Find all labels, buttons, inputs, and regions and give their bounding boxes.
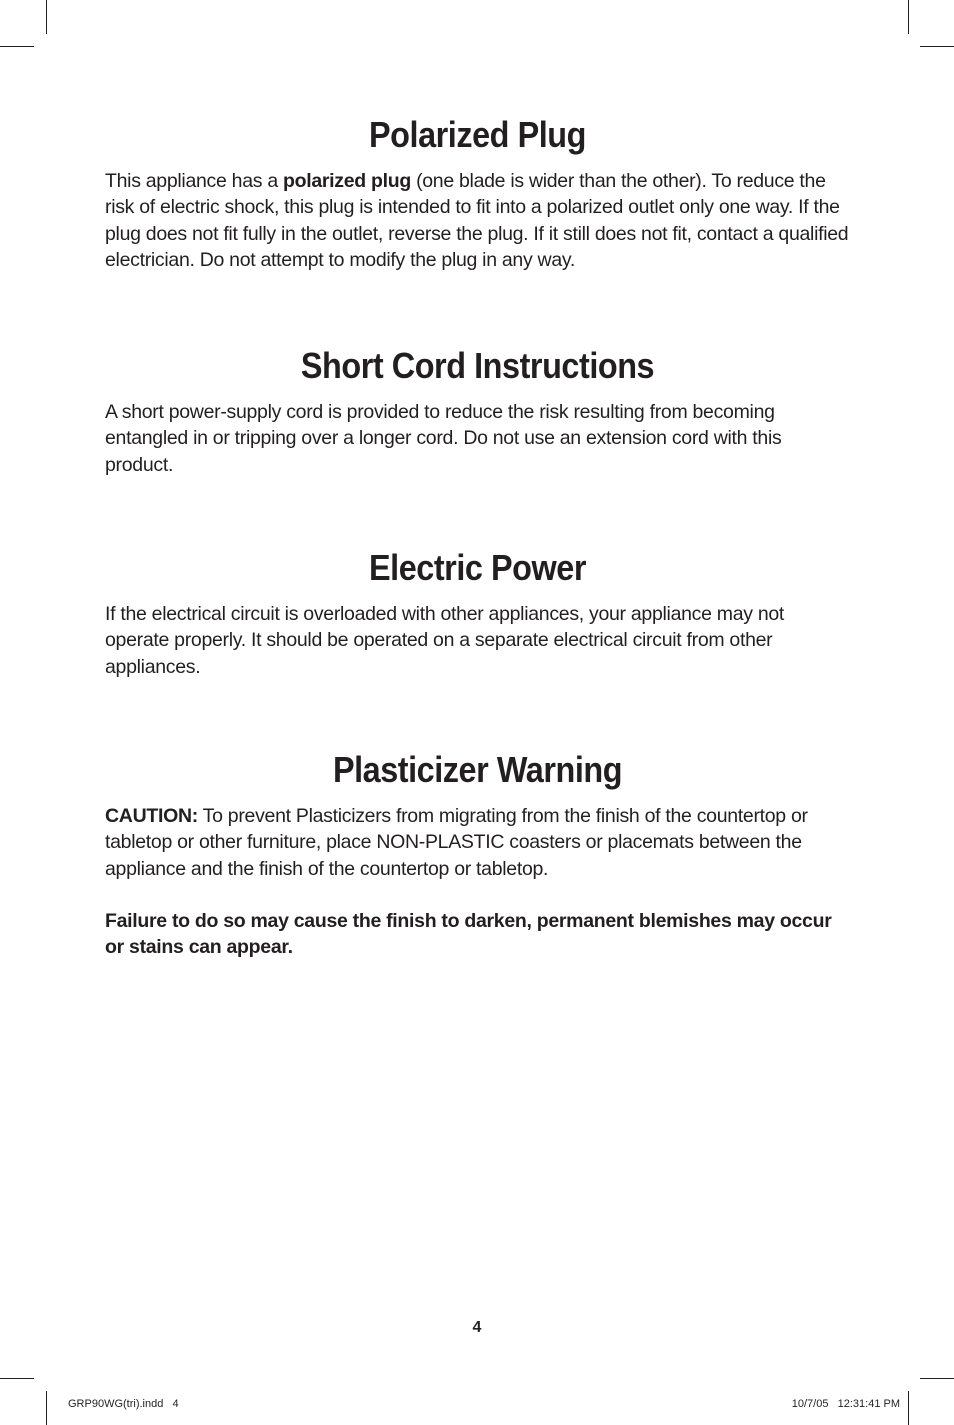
document-page <box>105 112 850 960</box>
section-electric-power <box>105 545 850 680</box>
crop-mark-top-right-h <box>920 46 954 47</box>
section-heading: Polarized Plug <box>369 114 586 155</box>
section-heading: Plasticizer Warning <box>332 748 623 790</box>
section-heading: Short Cord Instructions <box>300 345 655 387</box>
section-polarized-plug <box>105 112 850 273</box>
crop-mark-top-left-v <box>46 0 47 34</box>
warning-bold-text: Failure to do so may cause the finish to darken, permanent blemishes may occur or stains can appear. <box>105 909 832 959</box>
slug-timestamp: 10/7/05 12:31:41 PM <box>791 1398 900 1410</box>
paragraph-text: (one blade is wider than the other). To reduce the risk of electric shock, this plug is intended to fit into a polarized outlet only one way. If the plug does not fit fully in the outlet, reverse the plug. If it still does not fit, contact a qualified electrician. Do not attempt to modify the plug in any way. <box>105 170 849 271</box>
section-heading: Electric Power <box>368 547 587 589</box>
paragraph-bold-text: polarized plug <box>282 170 411 192</box>
page-number: 4 <box>472 1319 482 1336</box>
paragraph-text: To prevent Plasticizers from migrating from the finish of the countertop or tabletop or other furniture, place NON-PLASTIC coasters or placemats between the appliance and the finish of the countertop or tabletop. <box>105 804 808 880</box>
crop-mark-top-left-h <box>0 46 34 47</box>
warning-paragraph <box>105 908 850 961</box>
section-plasticizer-warning <box>105 747 850 960</box>
crop-mark-bottom-left-v <box>46 1391 47 1425</box>
crop-mark-bottom-right-h <box>920 1378 954 1379</box>
crop-mark-bottom-left-h <box>0 1378 34 1379</box>
crop-mark-bottom-right-v <box>908 1391 909 1425</box>
crop-mark-top-right-v <box>908 0 909 34</box>
slug-file-name: GRP90WG(tri).indd 4 <box>68 1398 179 1410</box>
section-paragraph <box>105 803 850 882</box>
section-paragraph: A short power-supply cord is provided to reduce the risk resulting from becoming entangled in or tripping over a longer cord. Do not use an extension cord with this product. <box>105 401 782 476</box>
paragraph-text: This appliance has a <box>105 170 283 192</box>
caution-label: CAUTION: <box>105 804 198 827</box>
section-paragraph <box>105 168 850 273</box>
section-short-cord-instructions <box>105 343 850 478</box>
section-paragraph: If the electrical circuit is overloaded with other appliances, your appliance may not operate properly. It should be operated on a separate electrical circuit from other appliances. <box>105 603 785 678</box>
